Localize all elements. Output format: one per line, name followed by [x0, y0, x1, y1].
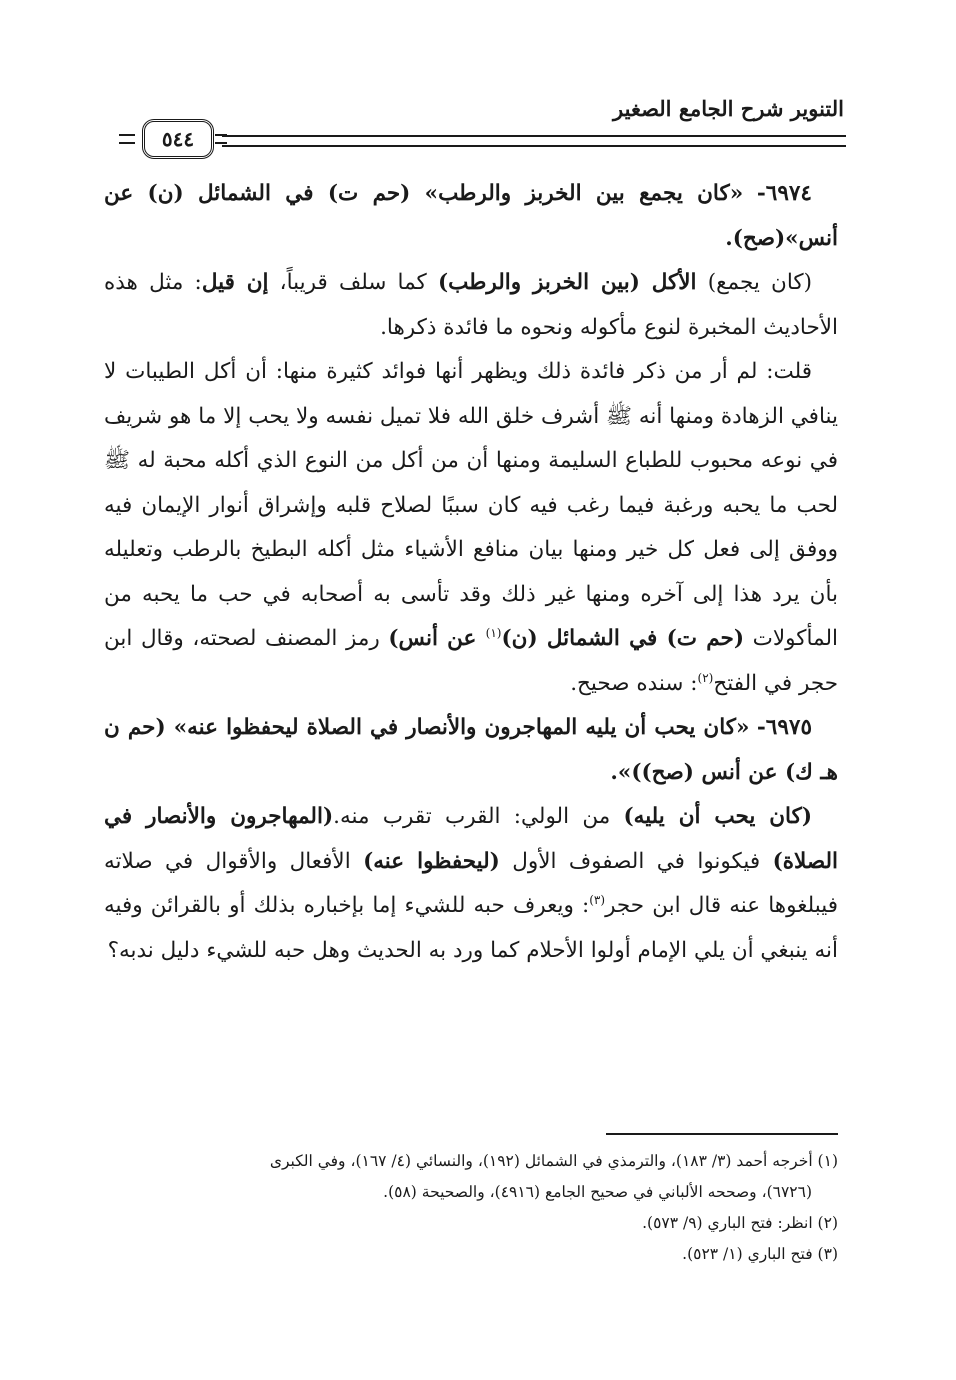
commentary-6975 — [104, 795, 838, 973]
commentary-bold: (ليحفظوا عنه) — [363, 848, 500, 874]
footnote-separator — [606, 1133, 838, 1135]
footnote-text: (٦٧٢٦)، وصححه الألباني في صحيح الجامع (٤٩١٦)، والصحيحة (٥٨). — [383, 1183, 812, 1201]
footnote-3: (٣) فتح الباري (١/ ٥٢٣). — [682, 1245, 838, 1263]
hadith-6974 — [104, 172, 838, 261]
commentary-bold: (كان يحب أن يليه) — [623, 804, 813, 829]
commentary-6974-intro — [104, 261, 838, 350]
hadith-text: «كان يحب أن يليه المهاجرون والأنصار في الصلاة ليحفظوا عنه» (حم ن هـ ك) عن أنس (صح))». — [104, 715, 838, 785]
commentary-bold: (حم ت) في الشمائل (ن) — [501, 626, 745, 651]
commentary-bold: إن قيل — [201, 270, 269, 295]
commentary-text: : ويعرف حبه للشيء إما بإخباره بذلك أو بالقرائن وفيه أنه ينبغي أن يلي الإمام أولوا الأحلام كما ورد به الحديث وهل حبه للشيء دليل ندبه؟ — [104, 893, 838, 963]
footnote-1 — [104, 1146, 838, 1177]
footnote-1-continued — [104, 1177, 838, 1208]
footnote-ref-2: (٢) — [697, 670, 714, 685]
main-text — [104, 172, 838, 973]
hadith-number: ٦٩٧٥- — [756, 715, 812, 740]
footnote-ref-3: (٣) — [589, 892, 606, 907]
commentary-text: فيكونوا في الصفوف الأول — [499, 848, 773, 874]
footnotes — [104, 1146, 838, 1270]
commentary-text: (كان يجمع) — [696, 270, 813, 295]
commentary-bold: عن أنس) — [388, 626, 486, 651]
commentary-text: من الولي: القرب تقرب منه. — [333, 804, 624, 829]
commentary-text: : سنده صحيح. — [570, 670, 698, 696]
hadith-number: ٦٩٧٤- — [756, 181, 812, 206]
hadith-text: «كان يجمع بين الخربز والرطب» (حم ت) في الشمائل (ن) عن أنس»(صح). — [104, 181, 838, 251]
header-double-rule — [222, 135, 846, 147]
commentary-text: قلت: لم أر من ذكر فائدة ذلك ويظهر أنها فوائد كثيرة منها: أن أكل الطيبات لا ينافي الزهادة ومنها أنه ﷺ أشرف خلق الله فلا تميل نفسه ولا يحب إلا ما هو شريف في نوعه محبوب للطباع السليمة ومنها أن من أكل من النوع الذي أكله محبة له ﷺ لحب ما يحبه ورغبة فيما رغب فيه كان سببًا لصلاح قلبه وإشراق أنوار الإيمان فيه ووفق إلى فعل كل خير ومنها بيان منافع الأشياء مثل أكله البطيخ بالرطب وتعليله بأن يرد هذا إلى آخره ومنها غير ذلك وقد تأسى به أصحابه في حب ما يحبه من المأكولات — [104, 359, 838, 651]
footnote-text: (١) أخرجه أحمد (٣/ ١٨٣)، والترمذي في الشمائل (١٩٢)، والنسائي (٤/ ١٦٧)، وفي الكبرى — [269, 1152, 838, 1170]
commentary-text: رمز المصنف لصحته، وقال ابن حجر في الفتح — [104, 626, 838, 696]
running-title: التنوير شرح الجامع الصغير — [613, 96, 844, 121]
commentary-text: : مثل هذه الأحاديث المخبرة لنوع مأكوله ونحوه ما فائدة ذكرها. — [104, 270, 838, 340]
commentary-bold: (المهاجرون والأنصار في الصلاة) — [104, 804, 838, 874]
commentary-text: كما سلف قريباً، — [268, 270, 438, 295]
commentary-6974-benefits — [104, 350, 838, 706]
commentary-bold: الأكل (بين الخربز والرطب) — [437, 270, 697, 295]
hadith-6975 — [104, 706, 838, 795]
commentary-text: الأفعال والأقوال في صلاته فيبلغوها عنه قال ابن حجر — [104, 848, 838, 918]
footnote-ref-1: (١) — [485, 625, 502, 640]
footnote-2: (٢) انظر: فتح الباري (٩/ ٥٧٣). — [642, 1214, 838, 1232]
page-number: ٥٤٤ — [142, 119, 214, 159]
